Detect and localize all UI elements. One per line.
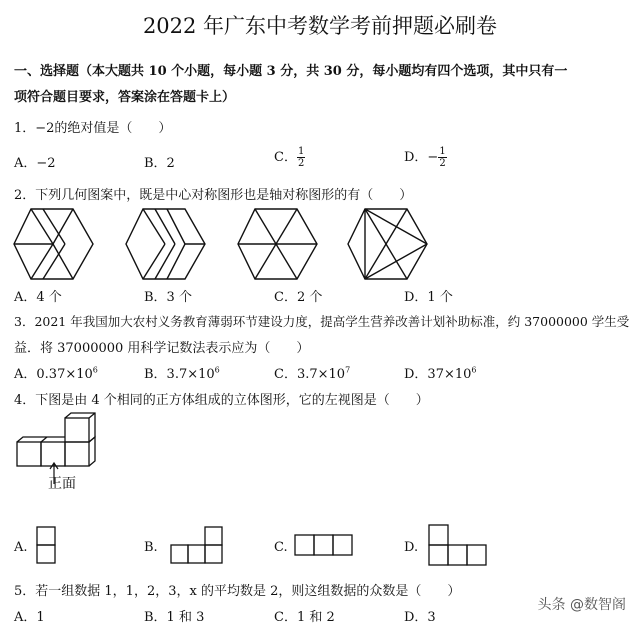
q4-option-d-figure[interactable] (428, 524, 488, 568)
q1-option-c-fraction: $\frac{1}{2}$ (297, 146, 305, 169)
q2-option-d[interactable]: D．1 个 (404, 290, 453, 305)
q1-option-b[interactable]: B．2 (144, 156, 175, 171)
q4-option-d-label[interactable]: D. (404, 540, 419, 555)
section-heading-line-1: 一、选择题（本大题共 10 个小题，每小题 3 分，共 30 分，每小题均有四个选项，其中只有一 (14, 64, 568, 79)
page-title: 2022 年广东中考数学考前押题必刷卷 (142, 14, 498, 38)
q4-option-c-figure[interactable] (294, 534, 354, 558)
q2-option-b[interactable]: B．3 个 (144, 290, 192, 305)
q1-option-d-fraction: $\frac{1}{2}$ (439, 146, 446, 169)
q3-option-d[interactable]: D．$37\times 10^6$ (404, 365, 477, 382)
question-1-stem: 1．−2的绝对值是（ ） (14, 121, 172, 136)
q1-option-c[interactable] (274, 146, 305, 169)
question-5-stem: 5．若一组数据 1，1，2，3，x 的平均数是 2，则这组数据的众数是（ ） (14, 584, 461, 599)
front-label: 正面 (48, 476, 76, 492)
q1-option-d-label: D．− (404, 150, 439, 165)
q5-option-d[interactable]: D．3 (404, 610, 436, 625)
q4-option-b-figure[interactable] (170, 526, 226, 566)
q5-option-b[interactable]: B．1 和 3 (144, 610, 205, 625)
q3-option-c[interactable]: C．$3.7\times 10^7$ (274, 365, 351, 382)
section-heading-line-2: 项符合题目要求，答案涂在答题卡上） (14, 90, 236, 105)
q1-option-a[interactable]: A．−2 (14, 156, 56, 171)
hexagon-figure-a (12, 206, 96, 282)
q1-option-d[interactable] (404, 146, 447, 169)
q5-option-c[interactable]: C．1 和 2 (274, 610, 335, 625)
hexagon-figure-d (346, 206, 430, 282)
q5-option-a[interactable]: A．1 (14, 610, 45, 625)
q2-option-a[interactable]: A．4 个 (14, 290, 62, 305)
question-3-stem-line-1: 3．2021 年我国加大农村义务教育薄弱环节建设力度，提高学生营养改善计划补助标准，约 37000000 学生受 (14, 314, 630, 329)
q3-option-b[interactable]: B．$3.7\times 10^6$ (144, 365, 220, 382)
question-2-stem: 2．下列几何图案中，既是中心对称图形也是轴对称图形的有（ ） (14, 188, 413, 203)
q3-option-a[interactable]: A．$0.37\times 10^6$ (14, 365, 98, 382)
q4-option-a-figure[interactable] (36, 526, 58, 566)
q4-option-b-label[interactable]: B. (144, 540, 158, 555)
q2-option-c[interactable]: C．2 个 (274, 290, 323, 305)
hexagon-figure-b (124, 206, 208, 282)
hexagon-figure-c (236, 206, 320, 282)
q4-option-a-label[interactable]: A. (14, 540, 28, 555)
watermark: 头条 @数智阁 (537, 597, 626, 613)
question-4-stem: 4．下图是由 4 个相同的正方体组成的立体图形，它的左视图是（ ） (14, 393, 429, 408)
q1-option-c-label: C． (274, 150, 297, 165)
question-3-stem-line-2: 益．将 37000000 用科学记数法表示应为（ ） (14, 341, 310, 356)
q4-option-c-label[interactable]: C. (274, 540, 288, 555)
